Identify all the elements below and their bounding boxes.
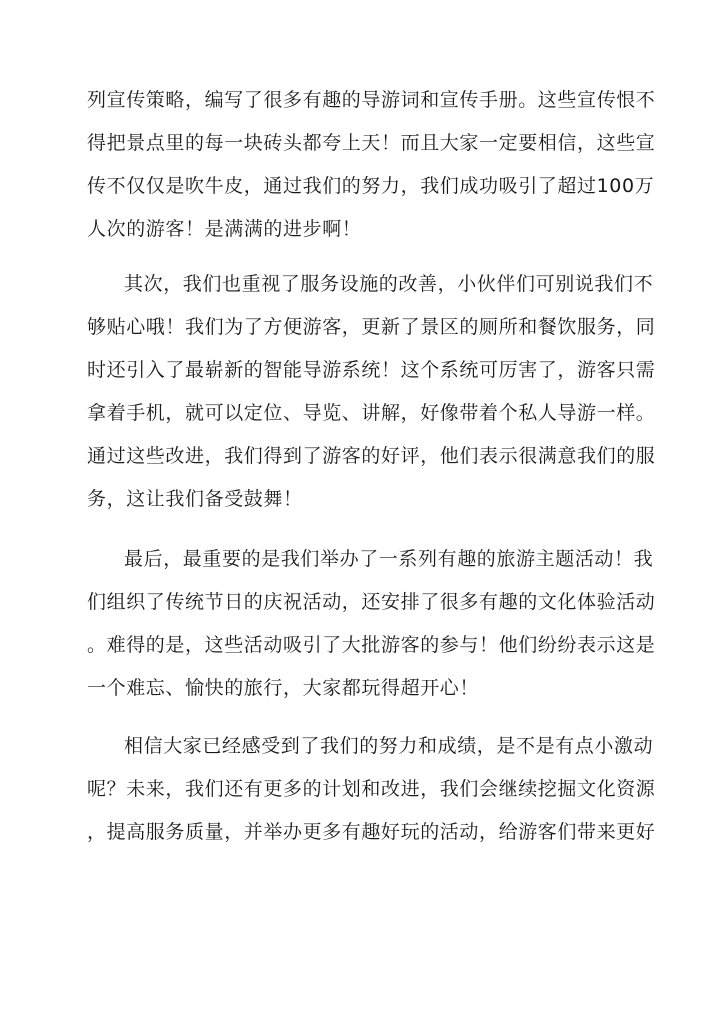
- text-line: 时还引入了最崭新的智能导游系统！这个系统可厉害了，游客只需: [87, 359, 656, 381]
- text-line: 人次的游客！是满满的进步啊！: [87, 218, 362, 240]
- text-line: 们组织了传统节日的庆祝活动，还安排了很多有趣的文化体验活动: [87, 591, 656, 613]
- text-line: ，提高服务质量，并举办更多有趣好玩的活动，给游客们带来更好: [87, 821, 656, 843]
- paragraph-first-line: 其次，我们也重视了服务设施的改善，小伙伴们可别说我们不: [124, 273, 654, 295]
- text-line: 。难得的是，这些活动吸引了大批游客的参与！他们纷纷表示这是: [87, 634, 656, 656]
- text-line: 传不仅仅是吹牛皮，通过我们的努力，我们成功吸引了超过100万: [87, 175, 655, 197]
- paragraph-first-line: 相信大家已经感受到了我们的努力和成绩，是不是有点小激动: [124, 735, 654, 757]
- text-line: 务，这让我们备受鼓舞！: [87, 488, 303, 510]
- text-line: 通过这些改进，我们得到了游客的好评，他们表示很满意我们的服: [87, 445, 656, 467]
- text-line: 得把景点里的每一块砖头都夸上天！而且大家一定要相信，这些宣: [87, 132, 656, 154]
- text-line: 拿着手机，就可以定位、导览、讲解，好像带着个私人导游一样。: [87, 402, 656, 424]
- text-line: 一个难忘、愉快的旅行，大家都玩得超开心！: [87, 677, 480, 699]
- paragraph-first-line: 最后，最重要的是我们举办了一系列有趣的旅游主题活动！我: [124, 548, 654, 570]
- text-line: 列宣传策略，编写了很多有趣的导游词和宣传手册。这些宣传恨不: [87, 89, 656, 111]
- text-line: 够贴心哦！我们为了方便游客，更新了景区的厕所和餐饮服务，同: [87, 316, 656, 338]
- text-line: 呢？未来，我们还有更多的计划和改进，我们会继续挖掘文化资源: [87, 778, 656, 800]
